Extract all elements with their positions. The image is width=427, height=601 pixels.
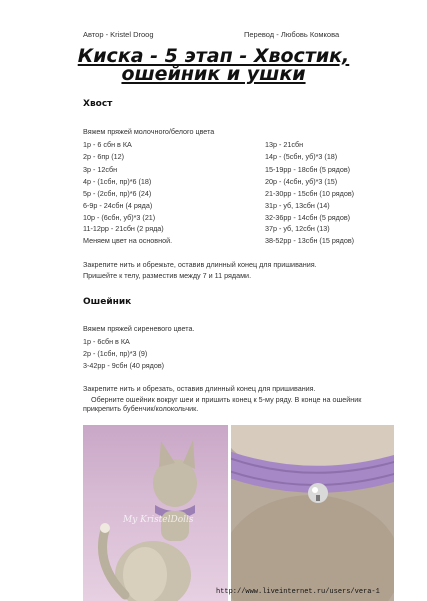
tail-finish-line2: Пришейте к телу, разместив между 7 и 11 рядами.	[83, 271, 252, 280]
cat-collar-bell-photo	[231, 425, 394, 601]
collar-finish-line3: прикрепить бубенчик/колокольчик.	[83, 404, 199, 413]
list-item: 15-19рр - 18сбн (5 рядов)	[265, 165, 351, 174]
list-item: 20р - (4сбн, уб)*3 (15)	[265, 177, 338, 186]
list-item: 31р - уб, 13сбн (14)	[265, 201, 330, 210]
tail-heading: Хвост	[83, 99, 113, 109]
list-item: 37р - уб, 12сбн (13)	[265, 224, 330, 233]
collar-finish-line2: Оберните ошейник вокруг шеи и пришить конец к 5-му ряду. В конце на ошейник	[91, 395, 362, 404]
translator-credit: Перевод - Любовь Комкова	[244, 30, 340, 39]
list-item: 2р - (1сбн, пр)*3 (9)	[83, 349, 148, 358]
list-item: 2р - 6пр (12)	[83, 152, 125, 161]
list-item: 5р - (2сбн, пр)*6 (24)	[83, 189, 152, 198]
list-item: Меняем цвет на основной.	[83, 236, 173, 245]
tail-finish-line1: Закрепите нить и обрежьте, оставив длинный конец для пришивания.	[83, 260, 317, 269]
list-item: 21-30рр - 15сбн (10 рядов)	[265, 189, 355, 198]
list-item: 32-36рр - 14сбн (5 рядов)	[265, 213, 351, 222]
tail-intro: Вяжем пряжей молочного/белого цвета	[83, 127, 215, 136]
footer-url[interactable]: http://www.liveinternet.ru/users/vera-1	[216, 588, 380, 596]
list-item: 6-9р - 24сбн (4 ряда)	[83, 201, 153, 210]
list-item: 14р - (5сбн, уб)*3 (18)	[265, 152, 338, 161]
list-item: 1р - 6сбн в КА	[83, 337, 130, 346]
list-item: 1р - 6 сбн в КА	[83, 140, 132, 149]
page-title-line1: Киска - 5 этап - Хвостик,	[77, 45, 350, 67]
author-credit: Автор - Kristel Droog	[83, 30, 154, 39]
list-item: 13р - 21сбн	[265, 140, 304, 149]
collar-intro: Вяжем пряжей сиреневого цвета.	[83, 324, 195, 333]
page-title-line2: ошейник и ушки	[121, 63, 306, 85]
list-item: 4р - (1сбн, пр)*6 (18)	[83, 177, 152, 186]
collar-heading: Ошейник	[83, 297, 132, 307]
list-item: 3р - 12сбн	[83, 165, 118, 174]
list-item: 3-42рр - 9сбн (40 рядов)	[83, 361, 165, 370]
photo-watermark: My KristelDolls	[123, 515, 194, 525]
list-item: 38-52рр - 13сбн (15 рядов)	[265, 236, 355, 245]
cat-back-view-photo	[83, 425, 228, 601]
list-item: 11-12рр - 21сбн (2 ряда)	[83, 224, 164, 233]
list-item: 10р - (6сбн, уб)*3 (21)	[83, 213, 156, 222]
collar-finish-line1: Закрепите нить и обрезать, оставив длинный конец для пришивания.	[83, 384, 316, 393]
